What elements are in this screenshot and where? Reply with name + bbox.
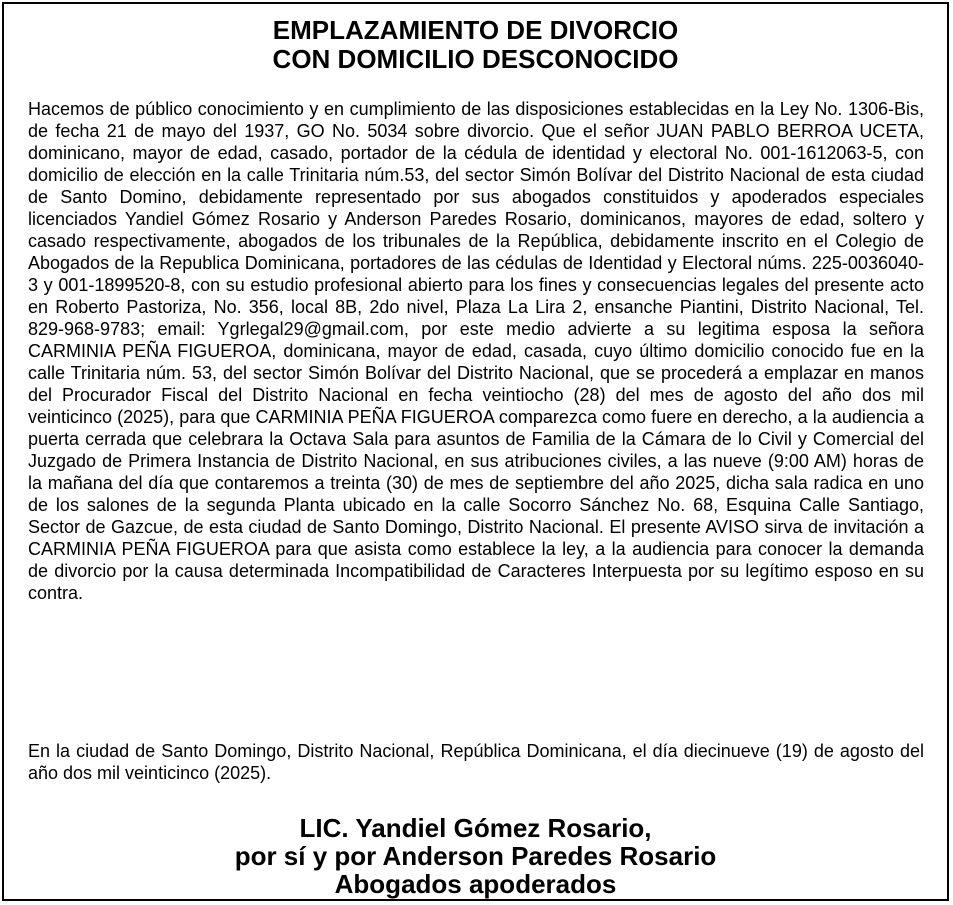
signature-role: Abogados apoderados — [334, 869, 617, 899]
notice-title — [4, 16, 947, 74]
signature-co-counsel: por sí y por Anderson Paredes Rosario — [234, 841, 717, 871]
signature-block — [4, 814, 947, 898]
notice-body-paragraph: Hacemos de público conocimiento y en cumplimiento de las disposiciones establecidas en la Ley No. 1306-Bis, de fecha 21 de mayo del 1937, GO No. 5034 sobre divorcio. Que el señor JUAN PABLO BERROA UCETA, dominicano, mayor de edad, casado, portador de la cédula de identidad y electoral No. 001-1612063-5, con domicilio de elección en la calle Trinitaria núm.53, del sector Simón Bolívar del Distrito Nacional de esta ciudad de Santo Domino, debidamente representado por sus abogados constituidos y apoderados especiales licenciados Yandiel Gómez Rosario y Anderson Paredes Rosario, dominicanos, mayores de edad, soltero y casado respectivamente, abogados de los tribunales de la República, debidamente inscrito en el Colegio de Abogados de la Republica Dominicana, portadores de las cédulas de Identidad y Electoral núms. 225-0036040-3 y 001-1899520-8, con su estudio profesional abierto para los fines y consecuencias legales del presente acto en Roberto Pastoriza, No. 356, local 8B, 2do nivel, Plaza La Lira 2, ensanche Piantini, Distrito Nacional, Tel. 829-968-9783; email: Ygrlegal29@gmail.com, por este medio advierte a su legitima esposa la señora CARMINIA PEÑA FIGUEROA, dominicana, mayor de edad, casada, cuyo último domicilio conocido fue en la calle Trinitaria núm. 53, del sector Simón Bolívar del Distrito Nacional, que se procederá a emplazar en manos del Procurador Fiscal del Distrito Nacional en fecha veintiocho (28) del mes de agosto del año dos mil veinticinco (2025), para que CARMINIA PEÑA FIGUEROA comparezca como fuere en derecho, a la audiencia a puerta cerrada que celebrara la Octava Sala para asuntos de Familia de la Cámara de lo Civil y Comercial del Juzgado de Primera Instancia de Distrito Nacional, en sus atribuciones civiles, a las nueve (9:00 AM) horas de la mañana del día que contaremos a treinta (30) de mes de septiembre del año 2025, dicha sala radica en uno de los salones de la segunda Planta ubicado en la calle Socorro Sánchez No. 68, Esquina Calle Santiago, Sector de Gazcue, de esta ciudad de Santo Domingo, Distrito Nacional. El presente AVISO sirva de invitación a CARMINIA PEÑA FIGUEROA para que asista como establece la ley, a la audiencia para conocer la demanda de divorcio por la causa determinada Incompatibilidad de Caracteres Interpuesta por su legítimo esposo en su contra. — [28, 99, 924, 603]
notice-date-paragraph: En la ciudad de Santo Domingo, Distrito Nacional, República Dominicana, el día diecinueve (19) de agosto del año dos mil veinticinco (2025). — [28, 741, 924, 783]
title-line-2: CON DOMICILIO DESCONOCIDO — [272, 44, 679, 74]
legal-notice — [2, 2, 949, 901]
title-line-1: EMPLAZAMIENTO DE DIVORCIO — [272, 15, 679, 45]
signature-name: LIC. Yandiel Gómez Rosario, — [299, 813, 652, 843]
